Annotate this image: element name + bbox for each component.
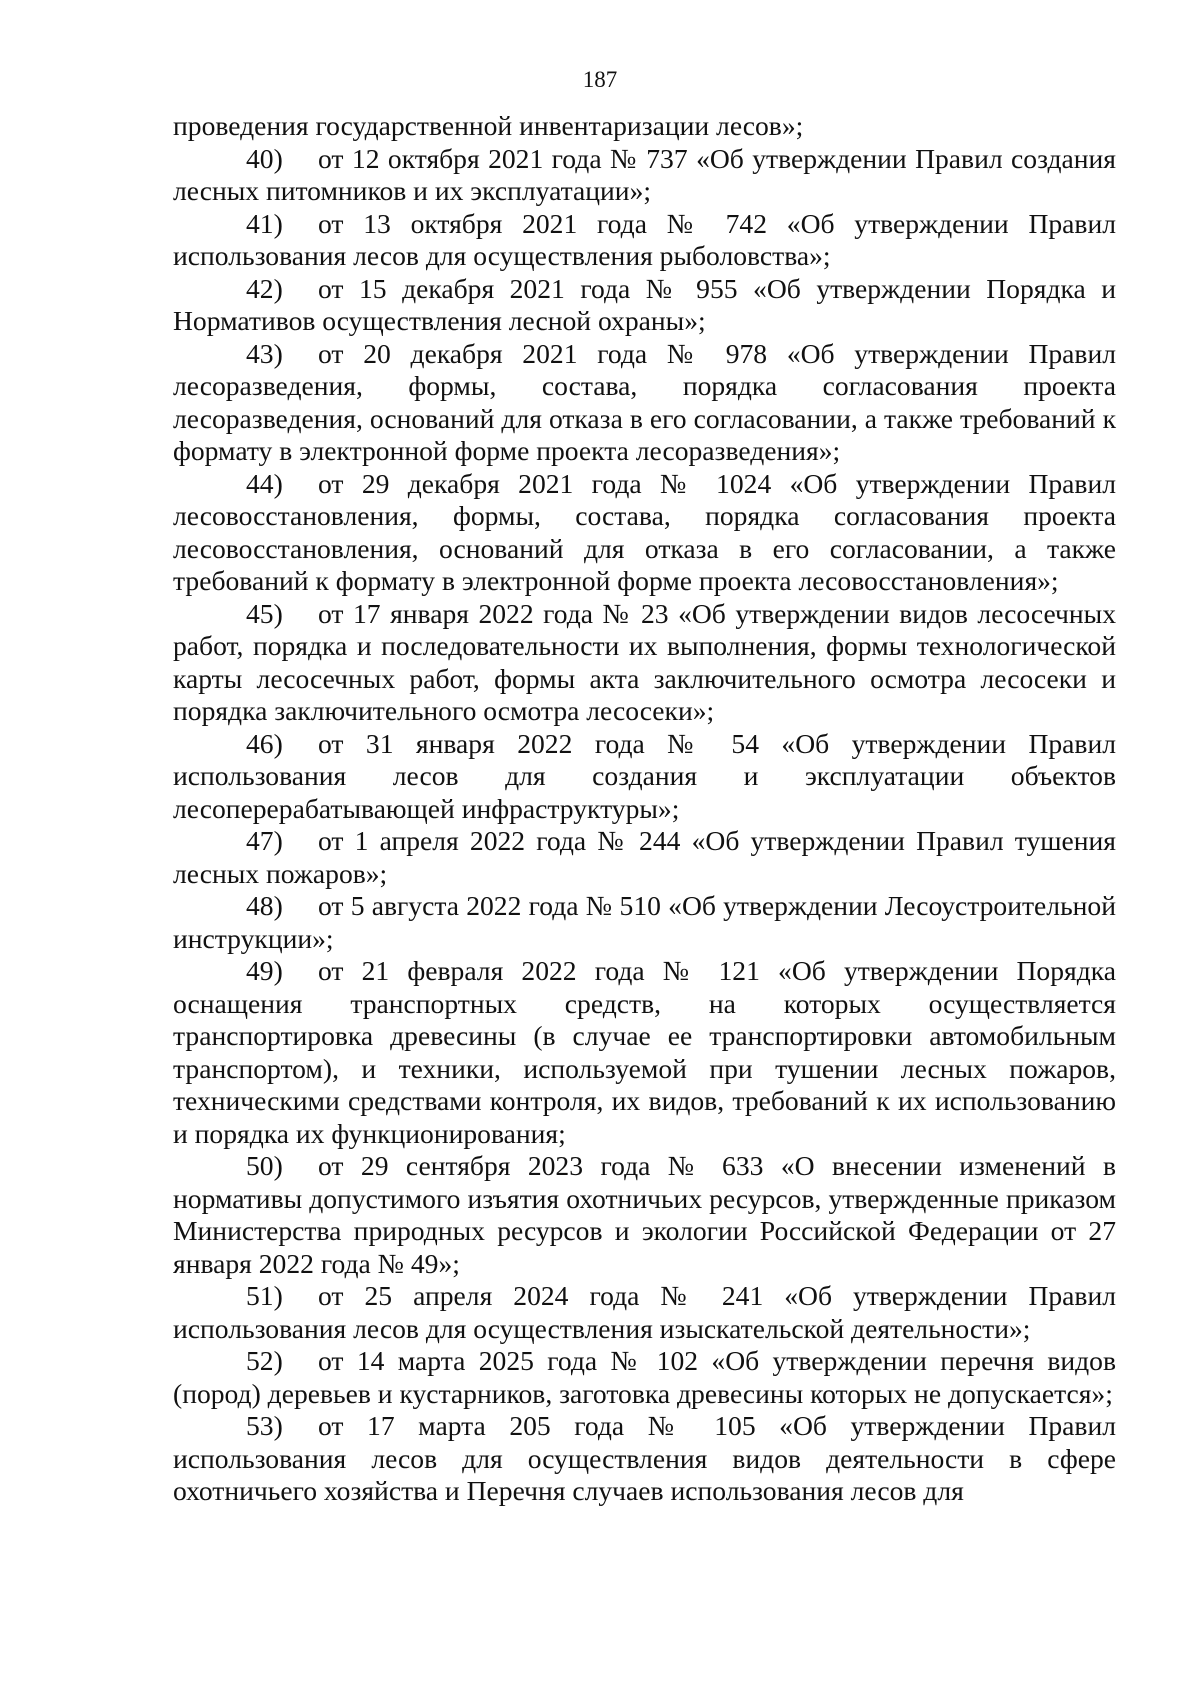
list-item: [173, 273, 1116, 338]
item-text: от 5 августа 2022 года № 510 «Об утверждении Лесоустроительной инструкции»;: [173, 890, 1116, 954]
list-item: [173, 598, 1116, 728]
document-body: [173, 110, 1116, 1508]
item-text: от 29 сентября 2023 года № 633 «О внесении изменений в нормативы допустимого изъятия охотничьих ресурсов, утвержденные приказом Министерства природных ресурсов и экологии Российской Федерации от 27 января 2022 года № 49»;: [173, 1150, 1116, 1279]
page-number: 187: [582, 67, 618, 92]
list-item: [173, 143, 1116, 208]
list-item: [173, 468, 1116, 598]
item-text: от 31 января 2022 года № 54 «Об утверждении Правил использования лесов для создания и эксплуатации объектов лесоперерабатывающей инфраструктуры»;: [173, 727, 1116, 824]
list-item: [173, 338, 1116, 468]
item-number: 52): [246, 1345, 283, 1376]
item-number: 48): [246, 890, 283, 921]
item-number: 40): [246, 142, 283, 174]
item-text: от 12 октября 2021 года № 737 «Об утверждении Правил создания лесных питомников и их эксплуатации»;: [173, 142, 1116, 206]
item-text: от 21 февраля 2022 года № 121 «Об утверждении Порядка оснащения транспортных средств, на которых осуществляется транспортировка древесины (в случае ее транспортировки автомобильным транспортом), и техники, используемой при тушении лесных пожаров, техническими средствами контроля, их видов, требований к их использованию и порядка их функционирования;: [173, 955, 1116, 1149]
item-number: 42): [246, 272, 283, 304]
item-number: 43): [246, 337, 283, 369]
continuation-paragraph: проведения государственной инвентаризации лесов»;: [173, 110, 804, 141]
item-number: 50): [246, 1150, 283, 1181]
item-text: от 17 марта 205 года № 105 «Об утверждении Правил использования лесов для осуществления видов деятельности в сфере охотничьего хозяйства и Перечня случаев использования лесов для: [173, 1410, 1116, 1506]
item-number: 41): [246, 207, 283, 239]
item-text: от 15 декабря 2021 года № 955 «Об утверждении Порядка и Нормативов осуществления лесной охраны»;: [173, 272, 1116, 336]
list-item: [173, 890, 1116, 955]
item-number: 46): [246, 727, 283, 759]
list-item: [173, 1280, 1116, 1345]
item-number: 45): [246, 597, 283, 629]
list-item: [173, 1345, 1116, 1410]
item-number: 44): [246, 467, 283, 499]
list-item: [173, 208, 1116, 273]
list-item: [173, 955, 1116, 1150]
item-number: 53): [246, 1410, 283, 1441]
list-item: [173, 728, 1116, 826]
list-item: [173, 825, 1116, 890]
item-text: от 1 апреля 2022 года № 244 «Об утверждении Правил тушения лесных пожаров»;: [173, 825, 1116, 889]
item-text: от 25 апреля 2024 года № 241 «Об утверждении Правил использования лесов для осуществления изыскательской деятельности»;: [173, 1280, 1116, 1344]
item-text: от 20 декабря 2021 года № 978 «Об утверждении Правил лесоразведения, формы, состава, порядка согласования проекта лесоразведения, оснований для отказа в его согласовании, а также требований к формату в электронной форме проекта лесоразведения»;: [173, 337, 1116, 466]
item-text: от 14 марта 2025 года № 102 «Об утверждении перечня видов (пород) деревьев и кустарников, заготовка древесины которых не допускается»;: [173, 1345, 1116, 1409]
list-item: [173, 1410, 1116, 1508]
item-number: 49): [246, 955, 283, 986]
item-number: 47): [246, 825, 283, 856]
item-text: от 29 декабря 2021 года № 1024 «Об утверждении Правил лесовосстановления, формы, состава, порядка согласования проекта лесовосстановления, оснований для отказа в его согласовании, а также требований к формату в электронной форме проекта лесовосстановления»;: [173, 467, 1116, 596]
item-text: от 13 октября 2021 года № 742 «Об утверждении Правил использования лесов для осуществления рыболовства»;: [173, 207, 1116, 271]
list-item: [173, 1150, 1116, 1280]
item-text: от 17 января 2022 года № 23 «Об утверждении видов лесосечных работ, порядка и последовательности их выполнения, формы технологической карты лесосечных работ, формы акта заключительного осмотра лесосеки и порядка заключительного осмотра лесосеки»;: [173, 597, 1116, 726]
item-number: 51): [246, 1280, 283, 1311]
